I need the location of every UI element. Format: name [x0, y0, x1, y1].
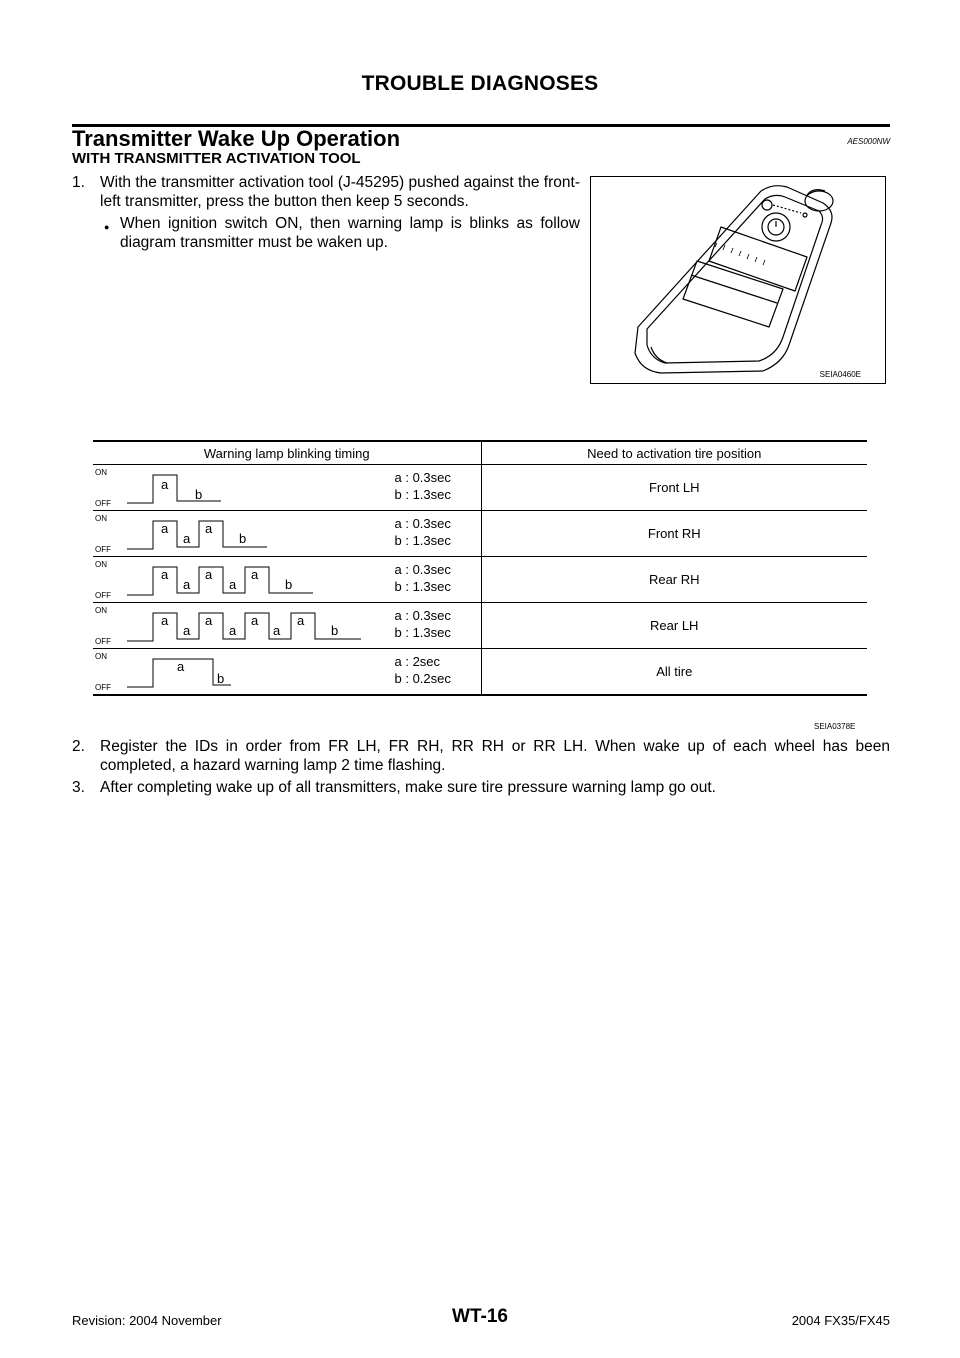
blink-waveform [125, 655, 385, 691]
page-header-title: TROUBLE DIAGNOSES [361, 72, 599, 95]
table-row [93, 465, 867, 511]
step-text: With the transmitter activation tool (J-45295) pushed against the front-left transmitter, press the button then keep 5 seconds. [100, 174, 580, 210]
wave-label-a: a [205, 521, 213, 536]
a-duration: a : 0.3sec [394, 516, 451, 531]
step-number: 2. [72, 738, 85, 755]
table-row [93, 557, 867, 603]
wave-label-a: a [229, 623, 237, 638]
activation-tool-illustration [591, 177, 884, 382]
tire-position: Rear RH [481, 557, 867, 603]
off-label: OFF [95, 545, 111, 554]
on-label: ON [95, 468, 107, 477]
column-header-position: Need to activation tire position [481, 441, 867, 465]
figure-code: SEIA0460E [819, 370, 861, 379]
off-label: OFF [95, 591, 111, 600]
figure-code: SEIA0378E [814, 722, 856, 731]
step-number: 1. [72, 174, 85, 191]
tire-position: Rear LH [481, 603, 867, 649]
step-2 [72, 737, 890, 775]
table-row [93, 511, 867, 557]
wave-label-a: a [205, 567, 213, 582]
a-duration: a : 0.3sec [394, 562, 451, 577]
wave-label-a: a [183, 577, 191, 592]
wave-label-a: a [161, 477, 169, 492]
a-duration: a : 2sec [394, 654, 441, 669]
wave-label-a: a [177, 659, 185, 674]
wave-label-a: a [229, 577, 237, 592]
wave-label-b: b [331, 623, 339, 638]
wave-label-a: a [251, 567, 259, 582]
b-duration: b : 1.3sec [394, 579, 451, 594]
on-label: ON [95, 606, 107, 615]
blink-waveform [125, 609, 385, 645]
b-duration: b : 1.3sec [394, 625, 451, 640]
wave-label-a: a [297, 613, 305, 628]
bullet-text: When ignition switch ON, then warning lamp is blinks as follow diagram transmitter must be waken up. [120, 215, 580, 251]
blinking-timing-table [93, 440, 867, 696]
step-text: After completing wake up of all transmitters, make sure tire pressure warning lamp go out. [100, 779, 716, 796]
b-duration: b : 1.3sec [394, 533, 451, 548]
wave-label-a: a [161, 567, 169, 582]
blink-waveform [125, 471, 385, 507]
b-duration: b : 0.2sec [394, 671, 451, 686]
timing-cell [93, 603, 481, 649]
timing-cell [93, 511, 481, 557]
on-label: ON [95, 514, 107, 523]
step-3 [72, 778, 890, 797]
table-row [93, 603, 867, 649]
wave-label-b: b [217, 671, 225, 686]
off-label: OFF [95, 637, 111, 646]
wave-label-a: a [183, 623, 191, 638]
bullet-item [100, 214, 580, 252]
section-code: AES000NW [847, 137, 890, 146]
a-duration: a : 0.3sec [394, 470, 451, 485]
wave-label-a: a [273, 623, 281, 638]
bullet-icon: ● [104, 222, 110, 232]
b-duration: b : 1.3sec [394, 487, 451, 502]
wave-label-a: a [183, 531, 191, 546]
wave-label-a: a [161, 613, 169, 628]
wave-label-a: a [251, 613, 259, 628]
activation-tool-figure [590, 176, 886, 384]
tire-position: All tire [481, 649, 867, 696]
step-text: Register the IDs in order from FR LH, FR RH, RR RH or RR LH. When wake up of each wheel has been completed, a hazard warning lamp 2 time flashing. [100, 738, 890, 774]
wave-label-a: a [205, 613, 213, 628]
table-row [93, 649, 867, 696]
off-label: OFF [95, 499, 111, 508]
tire-position: Front LH [481, 465, 867, 511]
wave-label-b: b [285, 577, 293, 592]
wave-label-b: b [239, 531, 247, 546]
footer-model: 2004 FX35/FX45 [791, 1313, 890, 1328]
tire-position: Front RH [481, 511, 867, 557]
timing-cell [93, 557, 481, 603]
blink-waveform [125, 517, 385, 553]
wave-label-b: b [195, 487, 203, 502]
wave-label-a: a [161, 521, 169, 536]
step-1 [72, 173, 580, 211]
on-label: ON [95, 652, 107, 661]
a-duration: a : 0.3sec [394, 608, 451, 623]
column-header-timing: Warning lamp blinking timing [93, 441, 481, 465]
timing-cell [93, 649, 481, 696]
on-label: ON [95, 560, 107, 569]
subheading: WITH TRANSMITTER ACTIVATION TOOL [72, 150, 361, 167]
footer-revision: Revision: 2004 November [72, 1313, 222, 1328]
section-title: Transmitter Wake Up Operation [72, 126, 401, 151]
page-number: WT-16 [452, 1306, 508, 1327]
blink-waveform [125, 563, 385, 599]
step-number: 3. [72, 779, 85, 796]
off-label: OFF [95, 683, 111, 692]
timing-cell [93, 465, 481, 511]
